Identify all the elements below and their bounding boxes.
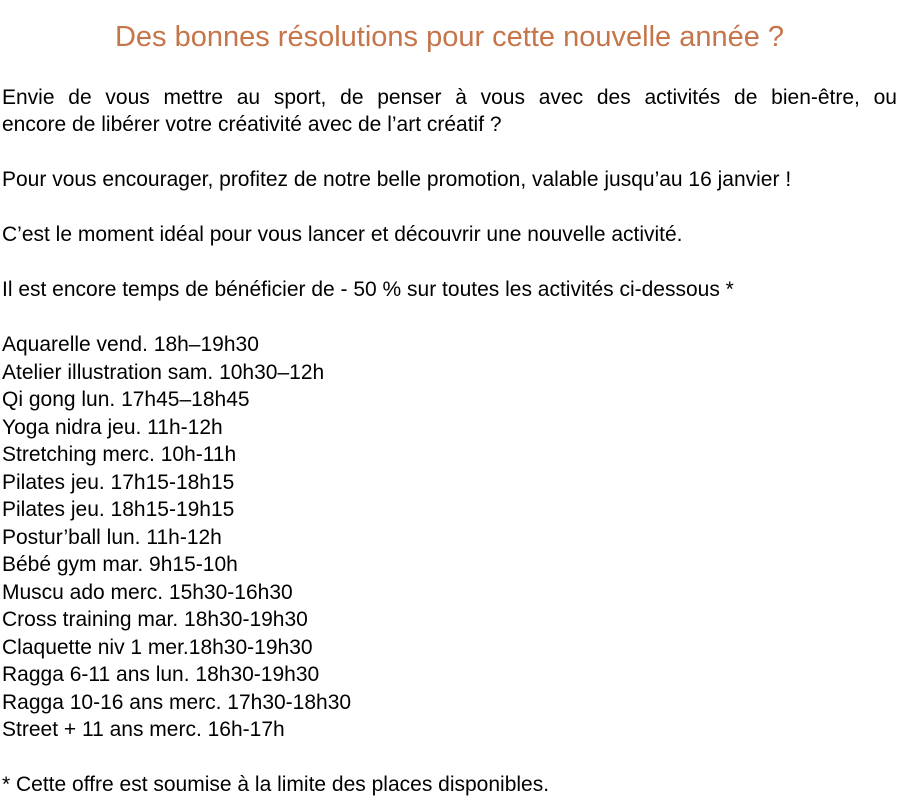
intro-line-2: encore de libérer votre créativité avec de l’art créatif ?: [2, 113, 502, 136]
activity-line: Street + 11 ans merc. 16h-17h: [2, 718, 285, 741]
intro-line-1: Envie de vous mettre au sport, de penser à vous avec des activités de bien-être, ou: [2, 85, 897, 109]
offer-paragraph: Il est encore temps de bénéficier de - 50 % sur toutes les activités ci-dessous *: [2, 278, 734, 301]
activity-line: Atelier illustration sam. 10h30–12h: [2, 360, 325, 384]
activity-line: Ragga 6-11 ans lun. 18h30-19h30: [2, 663, 320, 686]
activity-line: Qi gong lun. 17h45–18h45: [2, 388, 250, 411]
activity-line: Muscu ado merc. 15h30-16h30: [2, 580, 293, 604]
activity-line: Yoga nidra jeu. 11h-12h: [2, 415, 223, 439]
activity-line: Pilates jeu. 17h15-18h15: [2, 470, 235, 494]
promo-paragraph: Pour vous encourager, profitez de notre belle promotion, valable jusqu’au 16 janvier !: [2, 168, 792, 191]
activity-line: Claquette niv 1 mer.18h30-19h30: [2, 635, 313, 659]
activity-line: Ragga 10-16 ans merc. 17h30-18h30: [2, 690, 352, 714]
activity-line: Aquarelle vend. 18h–19h30: [2, 333, 259, 356]
footnote: * Cette offre est soumise à la limite des places disponibles.: [2, 773, 550, 796]
activity-line: Bébé gym mar. 9h15-10h: [2, 553, 238, 576]
activities-list: [2, 331, 897, 744]
intro-paragraph: [2, 84, 897, 139]
activity-line: Stretching merc. 10h-11h: [2, 443, 237, 466]
activity-line: Cross training mar. 18h30-19h30: [2, 608, 308, 631]
page-title: Des bonnes résolutions pour cette nouvelle année ?: [114, 21, 785, 53]
moment-paragraph: C’est le moment idéal pour vous lancer et découvrir une nouvelle activité.: [2, 223, 683, 246]
activity-line: Postur’ball lun. 11h-12h: [2, 525, 222, 549]
activity-line: Pilates jeu. 18h15-19h15: [2, 498, 235, 521]
